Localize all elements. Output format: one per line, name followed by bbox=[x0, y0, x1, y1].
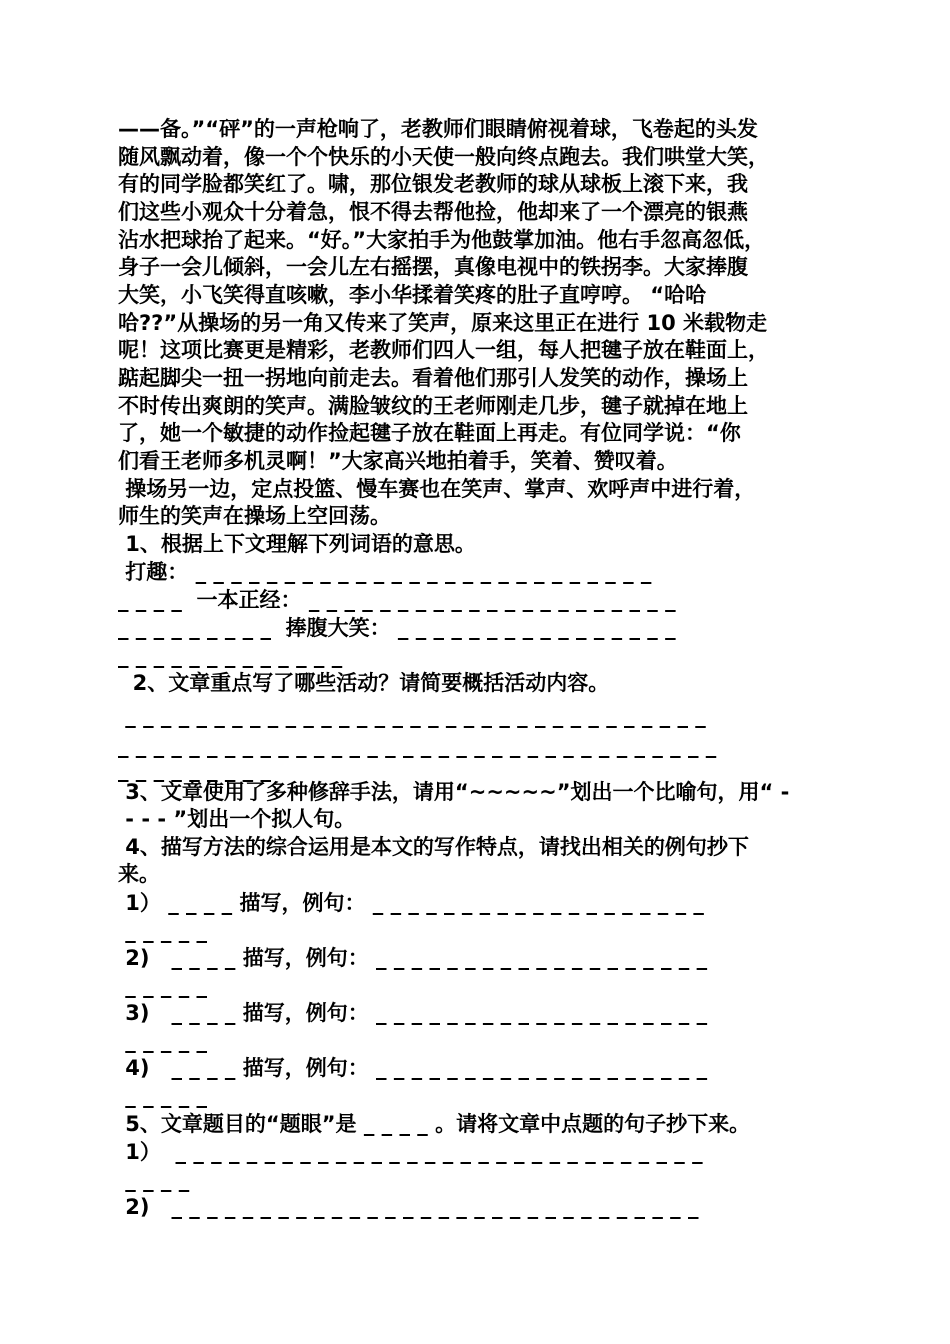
answer-item-1[interactable]: 1） _ _ _ _ 描写，例句： _ _ _ _ _ _ _ _ _ _ _ _ _ _ _ _ _ _ _ bbox=[118, 891, 704, 915]
question-3-title: 3、文章使用了多种修辞手法，请用“~~~~~”划出一个比喻句，用“ - bbox=[118, 780, 790, 804]
answer-blank-line[interactable]: _ _ _ _ _ _ _ _ _ bbox=[118, 758, 271, 782]
passage-line: 们看王老师多机灵啊！”大家高兴地拍着手，笑着、赞叹着。 bbox=[118, 449, 678, 473]
answer-blank-line[interactable]: _ _ _ _ _ bbox=[118, 1084, 208, 1108]
passage-line: 哈??”从操场的另一角又传来了笑声，原来这里正在进行 10 米载物走 bbox=[118, 311, 768, 335]
answer-blank-line[interactable]: _ _ _ _ _ _ _ _ _ _ _ _ _ _ _ _ _ _ _ _ _ _ _ _ _ _ _ _ _ _ _ _ _ _ bbox=[118, 734, 717, 758]
question-3-title-cont: - - - ”划出一个拟人句。 bbox=[118, 807, 356, 831]
passage-line: 了，她一个敏捷的动作捡起毽子放在鞋面上再走。有位同学说：“你 bbox=[118, 421, 741, 445]
answer-item-2[interactable]: 2) _ _ _ _ 描写，例句： _ _ _ _ _ _ _ _ _ _ _ _ _ _ _ _ _ _ _ bbox=[118, 946, 708, 970]
passage-line: 呢！这项比赛更是精彩，老教师们四人一组，每人把毽子放在鞋面上， bbox=[118, 338, 769, 362]
question-4-title-cont: 来。 bbox=[118, 862, 160, 886]
passage-line: 沾水把球抬了起来。“好。”大家拍手为他鼓掌加油。他右手忽高忽低， bbox=[118, 228, 766, 252]
answer-item-4[interactable]: 4) _ _ _ _ 描写，例句： _ _ _ _ _ _ _ _ _ _ _ _ _ _ _ _ _ _ _ bbox=[118, 1056, 708, 1080]
question-4-title: 4、描写方法的综合运用是本文的写作特点，请找出相关的例句抄下 bbox=[118, 835, 749, 859]
passage-line: ——备。”“砰”的一声枪响了，老教师们眼睛俯视着球，飞卷起的头发 bbox=[118, 117, 758, 141]
passage-line: 不时传出爽朗的笑声。满脸皱纹的王老师刚走几步，毽子就掉在地上 bbox=[118, 394, 748, 418]
question-5-title: 5、文章题目的“题眼”是 _ _ _ _ 。请将文章中点题的句子抄下来。 bbox=[118, 1112, 751, 1136]
question-2-title: 2、文章重点写了哪些活动？请简要概括活动内容。 bbox=[118, 671, 610, 695]
answer-blank-line[interactable]: _ _ _ _ _ bbox=[118, 974, 208, 998]
passage-line: 师生的笑声在操场上空回荡。 bbox=[118, 504, 391, 528]
answer-item-2[interactable]: 2) _ _ _ _ _ _ _ _ _ _ _ _ _ _ _ _ _ _ _ _ _ _ _ _ _ _ _ _ _ _ bbox=[118, 1195, 699, 1219]
passage-line: 踮起脚尖一扭一拐地向前走去。看着他们那引人发笑的动作，操场上 bbox=[118, 366, 748, 390]
answer-blank-line[interactable]: _ _ _ _ _ _ _ _ _ 捧腹大笑： _ _ _ _ _ _ _ _ _ _ _ _ _ _ _ _ bbox=[118, 616, 676, 640]
answer-item-3[interactable]: 3) _ _ _ _ 描写，例句： _ _ _ _ _ _ _ _ _ _ _ _ _ _ _ _ _ _ _ bbox=[118, 1001, 708, 1025]
answer-blank-line[interactable]: _ _ _ _ _ bbox=[118, 1029, 208, 1053]
answer-blank-line[interactable]: _ _ _ _ bbox=[118, 1168, 190, 1192]
answer-blank-line[interactable]: _ _ _ _ _ _ _ _ _ _ _ _ _ bbox=[118, 644, 343, 668]
answer-item-1[interactable]: 1） _ _ _ _ _ _ _ _ _ _ _ _ _ _ _ _ _ _ _ _ _ _ _ _ _ _ _ _ _ _ bbox=[118, 1140, 703, 1164]
passage-line: 随风飘动着，像一个个快乐的小天使一般向终点跑去。我们哄堂大笑， bbox=[118, 145, 769, 169]
passage-line: 大笑，小飞笑得直咳嗽，李小华揉着笑疼的肚子直哼哼。 “哈哈 bbox=[118, 283, 707, 307]
passage-line: 有的同学脸都笑红了。啸，那位银发老教师的球从球板上滚下来，我 bbox=[118, 172, 748, 196]
passage-line: 身子一会儿倾斜，一会儿左右摇摆，真像电视中的铁拐李。大家捧腹 bbox=[118, 255, 748, 279]
answer-blank-line[interactable]: _ _ _ _ 一本正经： _ _ _ _ _ _ _ _ _ _ _ _ _ _ _ _ _ _ _ _ _ bbox=[118, 588, 676, 612]
answer-blank-line[interactable]: _ _ _ _ _ bbox=[118, 919, 208, 943]
answer-blank-line[interactable]: 打趣： _ _ _ _ _ _ _ _ _ _ _ _ _ _ _ _ _ _ _ _ _ _ _ _ _ _ bbox=[118, 560, 652, 584]
passage-line: 们这些小观众十分着急，恨不得去帮他捡，他却来了一个漂亮的银燕 bbox=[118, 200, 748, 224]
question-1-title: 1、根据上下文理解下列词语的意思。 bbox=[118, 532, 476, 556]
answer-blank-line[interactable]: _ _ _ _ _ _ _ _ _ _ _ _ _ _ _ _ _ _ _ _ _ _ _ _ _ _ _ _ _ _ _ _ _ bbox=[118, 704, 706, 728]
passage-line: 操场另一边，定点投篮、慢车赛也在笑声、掌声、欢呼声中进行着， bbox=[118, 477, 756, 501]
